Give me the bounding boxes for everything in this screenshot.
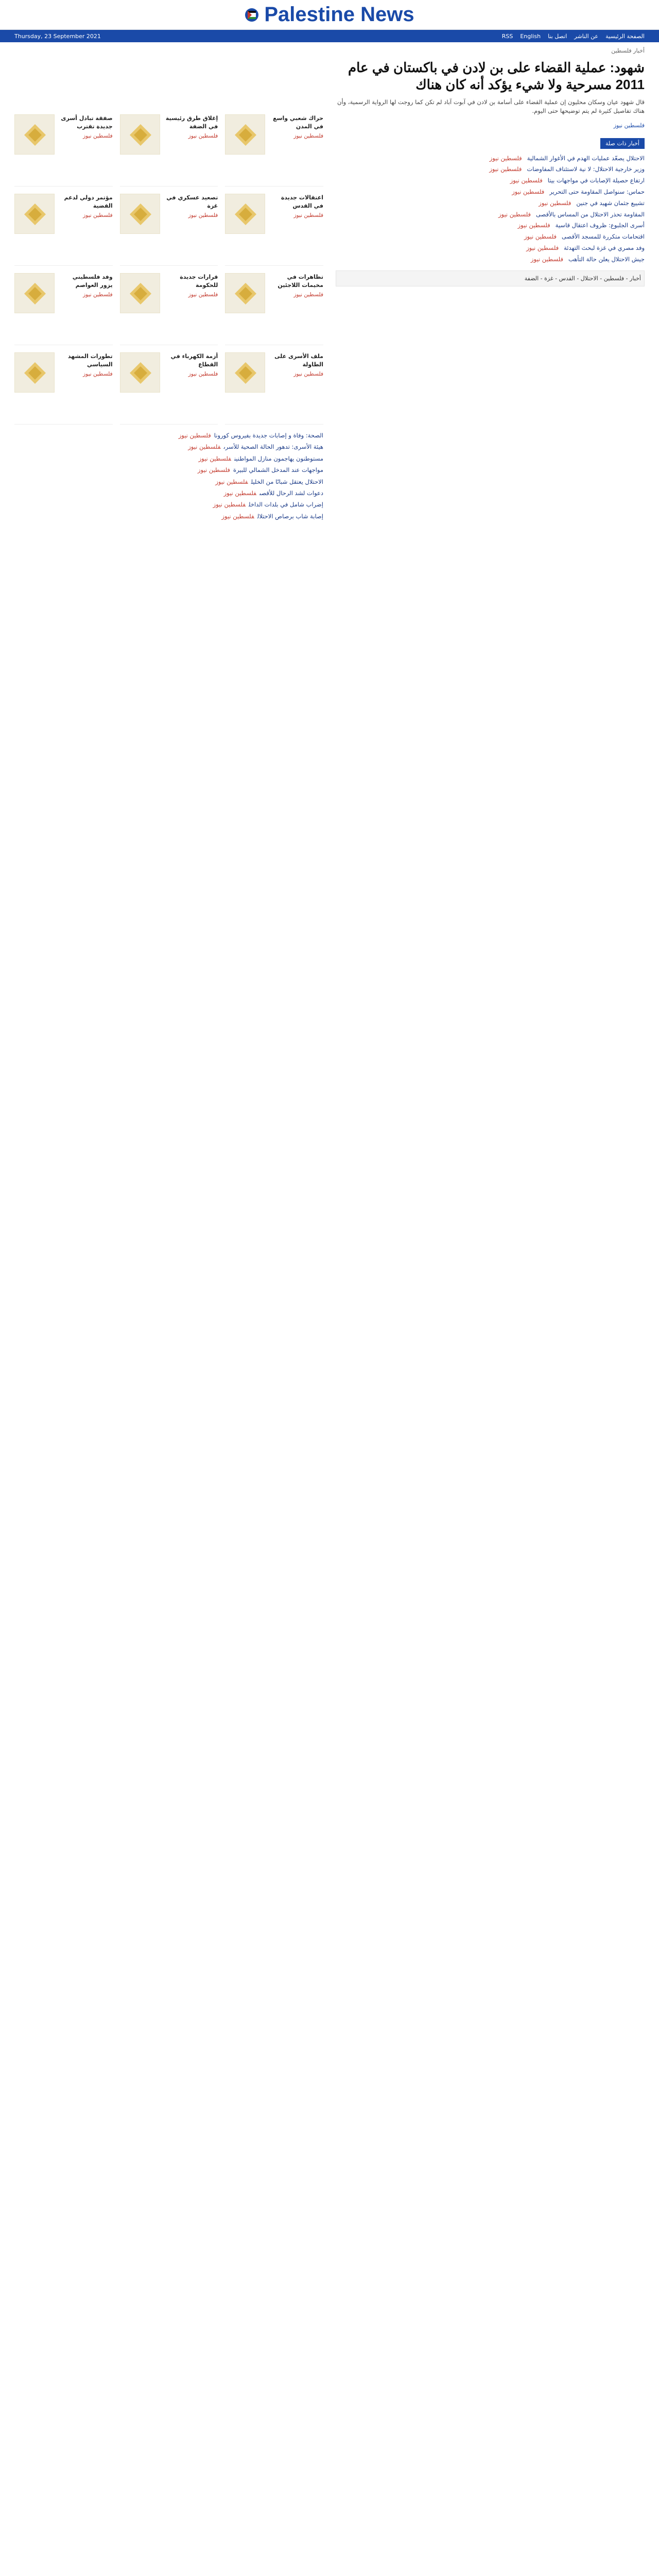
news-card[interactable] <box>120 352 218 425</box>
row-title[interactable]: أسرى الجلبوع: ظروف اعتقال قاسية <box>555 222 645 229</box>
list-item-title[interactable]: هيئة الأسرى: تدهور الحالة الصحية للأسرى <box>223 443 323 451</box>
card-text <box>60 352 113 419</box>
card-title[interactable]: وفد فلسطيني يزور العواصم <box>72 274 113 289</box>
list-item[interactable] <box>14 430 323 441</box>
list-item-title[interactable]: الصحة: وفاة و إصابات جديدة بفيروس كورونا <box>214 432 323 439</box>
card-title[interactable]: حراك شعبي واسع في المدن <box>273 115 323 130</box>
placeholder-icon <box>128 281 153 307</box>
placeholder-icon <box>128 360 153 386</box>
row-title[interactable]: المقاومة تحذر الاحتلال من المساس بالأقصى <box>536 210 645 218</box>
placeholder-icon <box>233 281 258 307</box>
list-item-title[interactable]: الاحتلال يعتقل شبانًا من الخليل <box>251 478 323 485</box>
row-title[interactable]: حماس: سنواصل المقاومة حتى التحرير <box>549 188 645 195</box>
list-item-title[interactable]: مواجهات عند المدخل الشمالي للبيرة <box>233 466 323 474</box>
card-text <box>270 273 323 340</box>
card-text <box>60 194 113 260</box>
table-row[interactable] <box>336 187 645 198</box>
card-text <box>270 352 323 419</box>
card-meta: فلسطين نيوز <box>188 370 218 377</box>
card-meta: فلسطين نيوز <box>293 212 323 218</box>
table-row[interactable] <box>336 164 645 175</box>
card-title[interactable]: صفقة تبادل أسرى جديدة تقترب <box>61 115 113 130</box>
row-source: فلسطين نيوز <box>524 233 557 241</box>
list-item[interactable] <box>14 499 323 510</box>
list-item[interactable] <box>14 464 323 476</box>
card-text <box>270 114 323 181</box>
list-item-source: فلسطين نيوز <box>213 501 246 509</box>
row-title[interactable]: الاحتلال يصعّد عمليات الهدم في الأغوار الشمالية <box>527 154 645 162</box>
card-text <box>270 194 323 260</box>
card-title[interactable]: اعتقالات جديدة في القدس <box>281 194 323 209</box>
row-source: فلسطين نيوز <box>530 255 563 263</box>
row-source: فلسطين نيوز <box>512 188 545 195</box>
list-item-source: فلسطين نيوز <box>178 432 211 439</box>
placeholder-icon <box>22 360 48 386</box>
card-text <box>60 273 113 340</box>
news-card[interactable] <box>14 273 113 345</box>
card-meta: فلسطين نيوز <box>293 132 323 139</box>
list-item-source: فلسطين نيوز <box>221 512 254 520</box>
topbar-link-home[interactable]: الصفحة الرئيسية <box>605 32 645 40</box>
related-news-list <box>336 153 645 265</box>
card-text <box>165 114 218 181</box>
row-source: فلسطين نيوز <box>489 165 522 173</box>
placeholder-icon <box>233 122 258 148</box>
card-meta: فلسطين نيوز <box>293 370 323 377</box>
card-thumbnail[interactable] <box>120 273 160 313</box>
left-news-list <box>14 430 323 522</box>
list-item[interactable] <box>14 511 323 522</box>
list-item[interactable] <box>14 441 323 452</box>
tags-box: أخبار - فلسطين - الاحتلال - القدس - غزة - الضفة <box>336 270 645 286</box>
news-card[interactable] <box>225 114 323 187</box>
card-meta: فلسطين نيوز <box>293 291 323 298</box>
row-title[interactable]: جيش الاحتلال يعلن حالة التأهب <box>568 255 645 263</box>
card-thumbnail[interactable] <box>225 352 265 393</box>
list-item-title[interactable]: إضراب شامل في بلدات الداخل <box>249 501 323 509</box>
list-item-title[interactable]: إصابة شاب برصاص الاحتلال <box>257 512 323 520</box>
news-card[interactable] <box>225 273 323 345</box>
placeholder-icon <box>128 122 153 148</box>
card-meta: فلسطين نيوز <box>83 212 113 218</box>
news-card[interactable] <box>120 273 218 345</box>
card-title[interactable]: إغلاق طرق رئيسية في الضفة <box>165 115 218 130</box>
row-source: فلسطين نيوز <box>498 210 531 218</box>
news-card[interactable] <box>225 352 323 425</box>
card-title[interactable]: قرارات جديدة للحكومة <box>180 274 218 289</box>
card-title[interactable]: تصعيد عسكري في غزة <box>166 194 218 209</box>
table-row[interactable] <box>336 175 645 187</box>
table-row[interactable] <box>336 198 645 209</box>
row-title[interactable]: تشييع جثمان شهيد في جنين <box>576 199 645 207</box>
placeholder-icon <box>233 360 258 386</box>
list-item-title[interactable]: مستوطنون يهاجمون منازل المواطنين <box>234 454 323 462</box>
breadcrumb[interactable]: أخبار فلسطين <box>611 47 645 54</box>
card-meta: فلسطين نيوز <box>188 212 218 218</box>
article-headline: شهود: عملية القضاء على بن لادن في باكستان في عام 2011 مسرحية ولا شيء يؤكد أنه كان هناك <box>348 60 645 92</box>
list-item-source: فلسطين نيوز <box>223 489 256 497</box>
card-meta: فلسطين نيوز <box>188 132 218 139</box>
table-row[interactable] <box>336 243 645 254</box>
news-card[interactable] <box>14 114 113 187</box>
brand-wrap <box>245 3 414 26</box>
row-title[interactable]: اقتحامات متكررة للمسجد الأقصى <box>562 233 645 241</box>
table-row[interactable] <box>336 153 645 164</box>
placeholder-icon <box>22 201 48 227</box>
card-text <box>60 114 113 181</box>
card-meta: فلسطين نيوز <box>188 291 218 298</box>
news-card[interactable] <box>120 114 218 187</box>
card-title[interactable]: أزمة الكهرباء في القطاع <box>170 353 218 368</box>
card-thumbnail[interactable] <box>120 114 160 155</box>
list-item-source: فلسطين نيوز <box>215 478 248 485</box>
card-grid <box>14 42 323 425</box>
article-byline[interactable]: فلسطين نيوز <box>613 122 645 129</box>
row-source: فلسطين نيوز <box>517 222 550 229</box>
right-column <box>336 42 645 286</box>
row-title[interactable]: ارتفاع حصيلة الإصابات في مواجهات بيتا <box>547 177 645 184</box>
card-title[interactable]: تظاهرات في مخيمات اللاجئين <box>278 274 323 289</box>
list-item[interactable] <box>14 487 323 499</box>
card-thumbnail[interactable] <box>14 273 55 313</box>
row-source: فلسطين نيوز <box>539 199 571 207</box>
list-item[interactable] <box>14 476 323 487</box>
card-thumbnail[interactable] <box>120 194 160 234</box>
row-title[interactable]: وفد مصري في غزة لبحث التهدئة <box>564 244 645 251</box>
news-card[interactable] <box>14 194 113 266</box>
left-column <box>14 42 323 522</box>
list-item-source: فلسطين نيوز <box>197 466 230 474</box>
topbar-links <box>502 33 645 40</box>
current-date: Thursday, 23 September 2021 <box>14 32 101 40</box>
row-source: فلسطين نيوز <box>526 244 559 251</box>
list-item-title[interactable]: دعوات لشد الرحال للأقصى <box>259 489 323 497</box>
related-news-title: أخبار ذات صلة <box>600 138 645 149</box>
logo-icon <box>245 8 259 22</box>
list-item-source: فلسطين نيوز <box>198 454 231 462</box>
card-thumbnail[interactable] <box>225 194 265 234</box>
placeholder-icon <box>22 281 48 307</box>
placeholder-icon <box>233 201 258 227</box>
news-card[interactable] <box>225 194 323 266</box>
card-thumbnail[interactable] <box>14 114 55 155</box>
row-source: فلسطين نيوز <box>489 154 522 162</box>
topbar-link-rss[interactable]: RSS <box>501 32 513 40</box>
card-meta: فلسطين نيوز <box>83 370 113 377</box>
news-card[interactable] <box>14 352 113 425</box>
top-navigation-bar <box>0 30 659 42</box>
row-title[interactable]: وزير خارجية الاحتلال: لا نية لاستئناف المفاوضات <box>527 165 645 173</box>
card-thumbnail[interactable] <box>225 273 265 313</box>
card-thumbnail[interactable] <box>120 352 160 393</box>
news-card[interactable] <box>120 194 218 266</box>
card-text <box>165 352 218 419</box>
card-thumbnail[interactable] <box>14 194 55 234</box>
placeholder-icon <box>22 122 48 148</box>
table-row[interactable] <box>336 209 645 221</box>
card-thumbnail[interactable] <box>14 352 55 393</box>
table-row[interactable] <box>336 220 645 231</box>
table-row[interactable] <box>336 254 645 265</box>
card-text <box>165 273 218 340</box>
site-brand[interactable]: Palestine News <box>264 3 414 26</box>
topbar-link-contact[interactable]: اتصل بنا <box>548 32 567 40</box>
card-meta: فلسطين نيوز <box>83 291 113 298</box>
table-row[interactable] <box>336 231 645 243</box>
article-lede: قال شهود عيان وسكان محليون إن عملية القضاء على أسامة بن لادن في آبوت آباد لم تكن كما روجت لها الرواية الرسمية، وأن هناك تفاصيل كثيرة لم يتم توضيحها حتى اليوم. <box>337 98 645 115</box>
card-text <box>165 194 218 260</box>
topbar-link-about[interactable]: عن الناشر <box>574 32 599 40</box>
card-thumbnail[interactable] <box>225 114 265 155</box>
topbar-link-english[interactable]: English <box>520 32 541 40</box>
list-item[interactable] <box>14 453 323 464</box>
site-header <box>0 0 659 30</box>
list-item-source: فلسطين نيوز <box>188 443 221 451</box>
card-title[interactable]: ملف الأسرى على الطاولة <box>274 353 323 368</box>
card-meta: فلسطين نيوز <box>83 132 113 139</box>
card-title[interactable]: مؤتمر دولي لدعم القضية <box>64 194 113 209</box>
placeholder-icon <box>128 201 153 227</box>
row-source: فلسطين نيوز <box>510 177 543 184</box>
card-title[interactable]: تطورات المشهد السياسي <box>67 353 113 368</box>
